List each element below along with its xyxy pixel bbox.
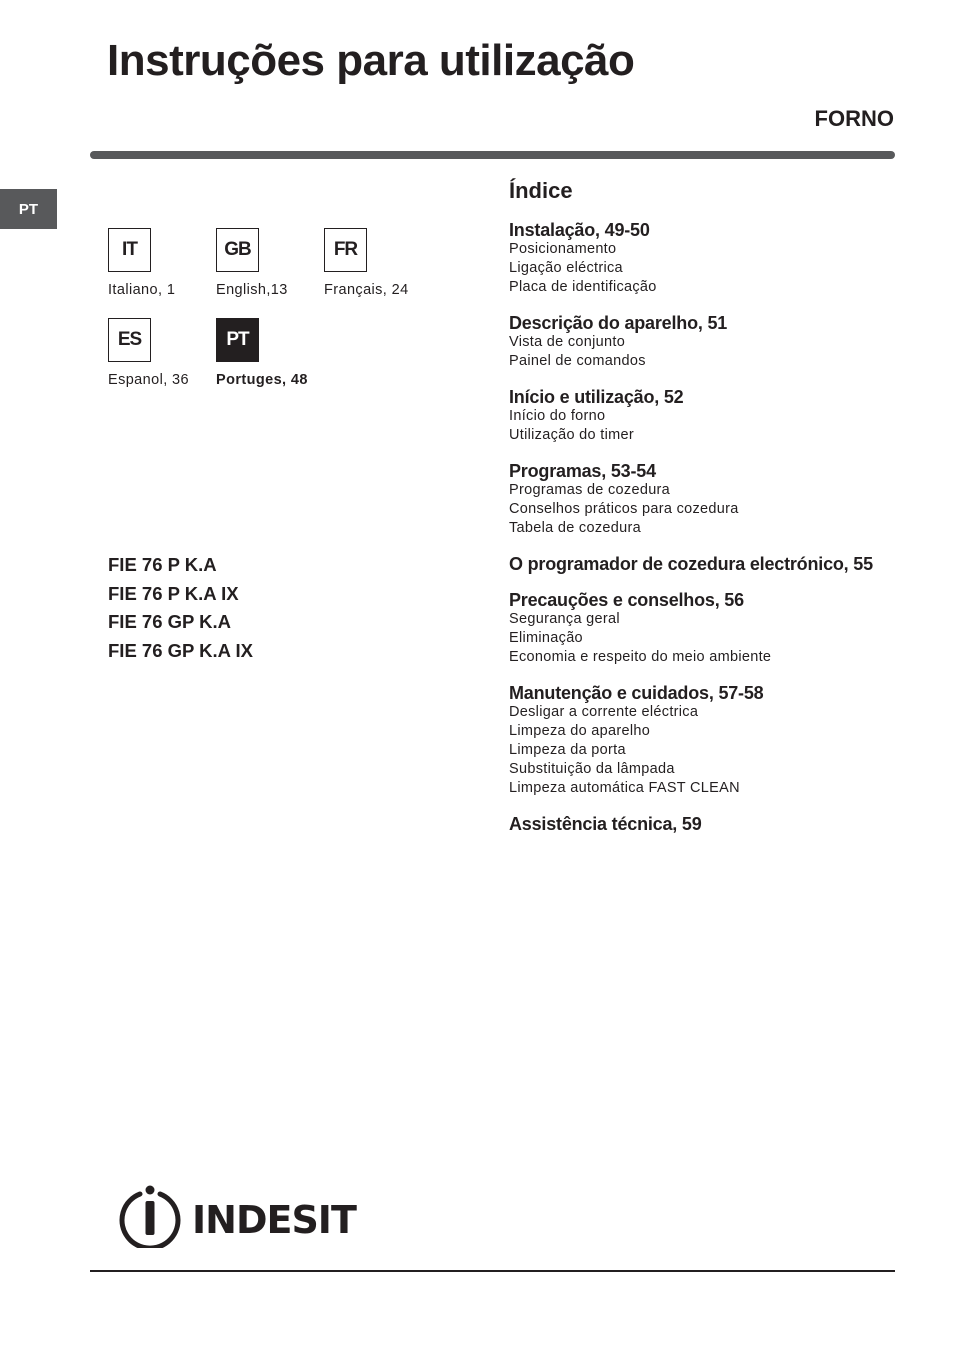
language-label: Italiano, 1 bbox=[108, 282, 176, 298]
language-selector bbox=[108, 228, 438, 398]
toc-item: Posicionamento bbox=[509, 241, 617, 257]
toc-item: Substituição da lâmpada bbox=[509, 761, 675, 777]
language-item-gb[interactable] bbox=[216, 228, 288, 298]
language-code-box: FR bbox=[324, 228, 367, 272]
language-side-tab: PT bbox=[0, 189, 57, 229]
toc-item: Painel de comandos bbox=[509, 353, 646, 369]
toc-item: Programas de cozedura bbox=[509, 482, 671, 498]
language-label-active: Portuges, 48 bbox=[216, 372, 308, 388]
toc-item: Segurança geral bbox=[509, 611, 620, 627]
toc-item: Tabela de cozedura bbox=[509, 520, 641, 536]
toc-heading: Índice bbox=[509, 178, 573, 203]
language-label: Français, 24 bbox=[324, 282, 409, 298]
language-code-box: IT bbox=[108, 228, 151, 272]
language-label: English,13 bbox=[216, 282, 288, 298]
toc-section-manutencao bbox=[509, 683, 899, 798]
logo-wordmark: INDESIT bbox=[192, 1198, 356, 1242]
model-name: FIE 76 P K.A IX bbox=[108, 582, 239, 604]
toc-item: Desligar a corrente eléctrica bbox=[509, 704, 699, 720]
toc-section-programador bbox=[509, 554, 899, 574]
toc-item: Limpeza automática FAST CLEAN bbox=[509, 780, 740, 796]
toc-item: Eliminação bbox=[509, 630, 583, 646]
toc-section-title[interactable]: Descrição do aparelho, 51 bbox=[509, 313, 728, 333]
toc-item: Ligação eléctrica bbox=[509, 260, 623, 276]
model-name: FIE 76 GP K.A bbox=[108, 611, 232, 633]
model-list bbox=[108, 551, 253, 666]
footer-divider bbox=[90, 1270, 895, 1272]
toc-section-precaucoes bbox=[509, 590, 899, 667]
toc-section-title[interactable]: Manutenção e cuidados, 57-58 bbox=[509, 683, 764, 703]
model-name: FIE 76 P K.A bbox=[108, 554, 217, 575]
toc-item: Conselhos práticos para cozedura bbox=[509, 501, 739, 517]
header-divider bbox=[90, 151, 895, 159]
page-title: Instruções para utilização bbox=[107, 36, 635, 85]
toc-item: Limpeza da porta bbox=[509, 742, 626, 758]
toc-section-title[interactable]: Programas, 53-54 bbox=[509, 461, 656, 481]
indesit-logo bbox=[118, 1184, 358, 1248]
language-item-pt[interactable] bbox=[216, 318, 308, 388]
toc-item: Vista de conjunto bbox=[509, 334, 626, 350]
language-code-box: ES bbox=[108, 318, 151, 362]
language-code-box-active: PT bbox=[216, 318, 259, 362]
toc-item: Utilização do timer bbox=[509, 427, 634, 443]
toc-section-title[interactable]: Início e utilização, 52 bbox=[509, 387, 684, 407]
toc-section-assistencia bbox=[509, 814, 899, 834]
table-of-contents bbox=[509, 178, 899, 850]
model-name: FIE 76 GP K.A IX bbox=[108, 640, 253, 662]
toc-section-descricao bbox=[509, 313, 899, 371]
toc-item: Placa de identificação bbox=[509, 279, 657, 295]
language-label: Espanol, 36 bbox=[108, 372, 189, 388]
product-name: FORNO bbox=[814, 106, 894, 131]
toc-section-title[interactable]: Precauções e conselhos, 56 bbox=[509, 590, 744, 610]
toc-section-title[interactable]: Instalação, 49-50 bbox=[509, 220, 650, 240]
language-item-es[interactable] bbox=[108, 318, 189, 388]
language-item-it[interactable] bbox=[108, 228, 175, 298]
language-code-box: GB bbox=[216, 228, 259, 272]
toc-item: Economia e respeito do meio ambiente bbox=[509, 649, 772, 665]
toc-section-instalacao bbox=[509, 220, 899, 297]
toc-section-programas bbox=[509, 461, 899, 538]
toc-section-title[interactable]: O programador de cozedura electrónico, 55 bbox=[509, 554, 873, 574]
toc-item: Início do forno bbox=[509, 408, 606, 424]
toc-section-inicio bbox=[509, 387, 899, 445]
toc-item: Limpeza do aparelho bbox=[509, 723, 651, 739]
language-item-fr[interactable] bbox=[324, 228, 409, 298]
toc-section-title[interactable]: Assistência técnica, 59 bbox=[509, 814, 702, 834]
